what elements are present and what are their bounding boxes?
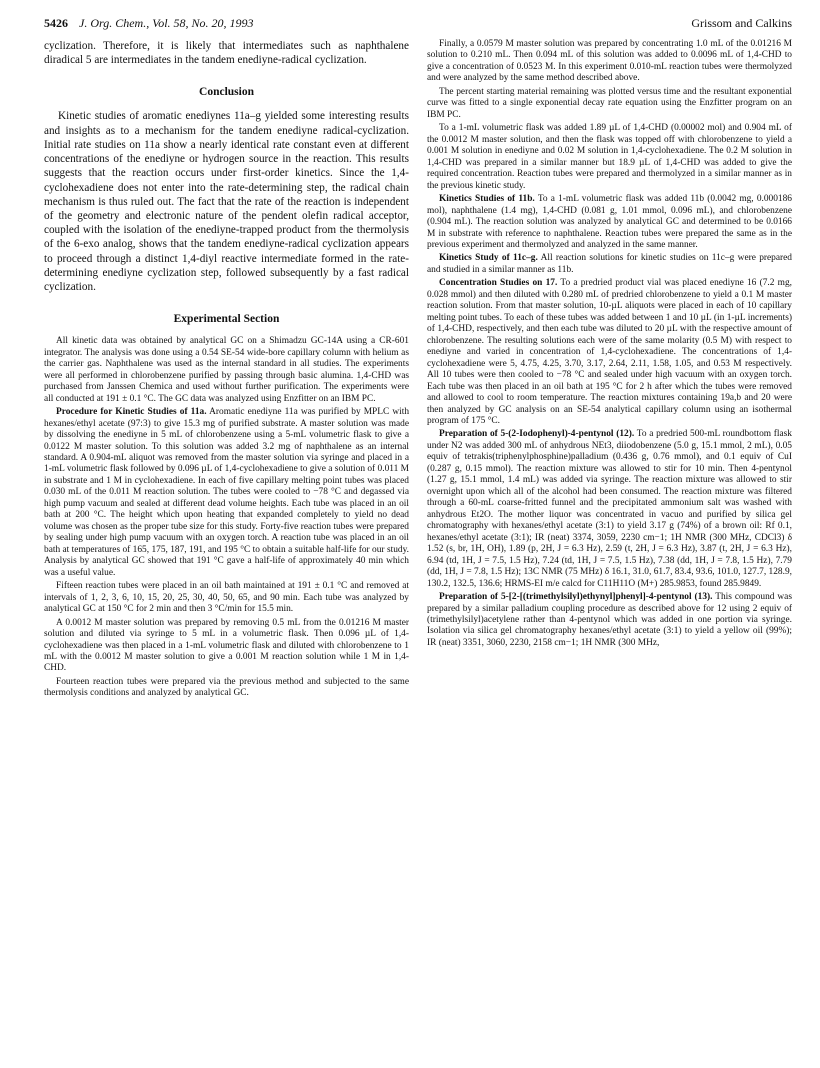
concentration-17-paragraph xyxy=(427,278,792,427)
header-left xyxy=(44,16,254,31)
procedure-11a-heading: Procedure for Kinetic Studies of 11a. xyxy=(56,407,207,418)
kinetics-11c-paragraph xyxy=(427,253,792,276)
conclusion-paragraph: Kinetic studies of aromatic enediynes 11a–g yielded some interesting results and insights as to a mechanism for the tandem enediyne radical-cyclization. Initial rate studies on 11a show a nearly identical rate constant even at different concentrations of the enediyne or hydrogen source in the reaction. This results suggests that the reaction occurs under first-order kinetics. Since the 1,4-cyclohexadiene does not enter into the rate-determining step, the radical chain mechanism is thus ruled out. The fact that the rate of the reaction is independent of the geometry and electronic nature of the pendent olefin radical acceptor, coupled with the isolation of the enediyne-trapped product from the thermolysis of the 6-exo analog, shows that the tandem enediyne-radical cyclization appears to proceed through a distinct 1,4-diyl reactive intermediate formed in the rate-determining enediyne cyclization step, followed subsequently by a fast radical cyclization. xyxy=(44,110,409,294)
right-column xyxy=(427,39,792,702)
preparation-13-paragraph xyxy=(427,592,792,649)
fifteen-tubes-paragraph: Fifteen reaction tubes were placed in an oil bath maintained at 191 ± 0.1 °C and removed at intervals of 1, 2, 3, 6, 10, 15, 20, 25, 30, 40, 50, 65, and 90 min. Each tube was analyzed by analytical GC at 150 °C for 2 min and then 3 °C/min for 15.5 min. xyxy=(44,581,409,615)
kinetics-11b-paragraph xyxy=(427,194,792,251)
intro-paragraph: cyclization. Therefore, it is likely that intermediates such as naphthalene diradical 5 are intermediates in the tandem enediyne-radical cyclization. xyxy=(44,40,409,67)
kinetics-11b-text: To a 1-mL volumetric flask was added 11b (0.0042 mg, 0.000186 mol), naphthalene (1.4 mg), 1,4-CHD (0.081 g, 1.01 mmol, 0.096 mL), and chlorobenzene (0.904 mL). The reaction solution was analyzed by analytical GC and determined to be 0.0166 M in substrate with reference to naphthalene. Reaction tubes were prepared the same as in the previous experiment and thermolyzed and analyzed in the same manner. xyxy=(427,194,792,250)
experimental-heading: Experimental Section xyxy=(173,313,280,326)
volumetric-flask-paragraph: To a 1-mL volumetric flask was added 1.89 µL of 1,4-CHD (0.00002 mol) and 0.904 mL of the 0.0012 M master solution, and then the flask was topped off with chlorobenzene to yield a 0.001 M solution in enediyne and 0.02 M solution in 1,4-cyclohexadiene. The 0.2 M solution in 1,4-CHD was prepared in a similar manner but 18.9 µL of 1,4-CHD was added to give the required concentration. Reaction tubes were prepared and thermolyzed in a similar manner as in the previous kinetic study. xyxy=(427,123,792,191)
running-header xyxy=(44,16,792,31)
procedure-11a-paragraph xyxy=(44,407,409,579)
procedure-11a-text: Aromatic enediyne 11a was purified by MPLC with hexanes/ethyl acetate (97:3) to give 15.3 mg of purified substrate. A master solution was made by dissolving the enediyne in 5 mL of chlorobenzene using a 5-mL volumetric flask to give a 0.0122 M master solution. To this solution was added 3.2 mg of naphthalene as an internal standard. A 0.904-mL aliquot was removed from the master solution via syringe and placed in a 1-mL volumetric flask followed by 0.096 µL of 1,4-cyclohexadiene to give a solution of 0.011 M in substrate and 1 M in cyclohexadiene. In each of five capillary melting point tubes was placed 0.030 mL of the 0.011 M reaction solution. The tubes were cooled to −78 °C and degassed via high pump vacuum and sealed at different dead volume heights. Each tube was placed in an oil bath at 200 °C. The height which upon heating that expanded completely to yield no dead volume was chosen as the proper tube size for this study. Forty-five reaction tubes were prepared by sealing under high pump vacuum with an oxygen torch. A reaction tube was placed in an oil bath at temperatures of 165, 175, 187, 191, and 195 °C to obtain a suitable half-life for our study. Analysis by analytical GC showed that 191 °C gave a half-life of approximately 40 min which was a useful value. xyxy=(44,407,410,578)
preparation-12-text: To a predried 500-mL roundbottom flask under N2 was added 300 mL of anhydrous NEt3, diiodobenzene (5.0 g, 15.1 mmol, 2 mL), 0.05 equiv of tetrakis(triphenylphosphine)palladium (0.436 g, 0.76 mmol), and 0.1 equiv of CuI (0.287 g, 0.15 mmol). The reaction mixture was allowed to stir for 10 min. Then 4-pentynol (1.27 g, 15.1 mmol, 1.4 mL) was added via syringe. The reaction mixture was allowed to stir overnight upon which all of the alcohol had been consumed. The reaction mixture was filtered through a 60-mL coarse-fritted funnel and the precipitated ammonium salt was washed with anhydrous Et2O. The mother liquor was concentrated in vacuo and purified by silica gel chromatography with hexanes/ethyl acetate (3:1) to yield 3.17 g (74%) of a brown oil: Rf 0.1, hexanes/ethyl acetate (3:1); IR (neat) 3374, 3059, 2230 cm−1; 1H NMR (300 MHz, CDCl3) δ 1.52 (s, br, 1H, OH), 1.89 (p, 2H, J = 6.3 Hz), 2.59 (t, 2H, J = 6.3 Hz), 3.87 (t, 2H, J = 6.3 Hz), 6.94 (td, 1H, J = 7.5, 1.5 Hz), 7.24 (td, 1H, J = 7.5, 1.5 Hz), 7.38 (dd, 1H, J = 7.8, 1.5 Hz), 7.79 (dd, 1H, J = 7.8, 1.5 Hz); 13C NMR (75 MHz) δ 16.1, 31.0, 61.7, 83.4, 93.6, 101.0, 127.7, 128.9, 130.2, 132.5, 136.6; HRMS-EI m/e calcd for C11H11O (M+) 285.9853, found 285.9849. xyxy=(427,429,792,589)
concentration-17-heading: Concentration Studies on 17. xyxy=(439,278,558,289)
kinetics-11c-text: All reaction solutions for kinetic studies on 11c–g were prepared and studied in a similar manner as 11b. xyxy=(427,253,792,275)
conclusion-heading: Conclusion xyxy=(199,86,254,99)
left-column xyxy=(44,39,409,702)
journal-citation: J. Org. Chem., Vol. 58, No. 20, 1993 xyxy=(79,16,254,30)
finally-paragraph: Finally, a 0.0579 M master solution was prepared by concentrating 1.0 mL of the 0.01216 M solution to 0.210 mL. Then 0.094 mL of this solution was added to 0.0096 mL of 1,4-CHD to give a concentration of 0.0523 M. In this experiment 0.010-mL reaction tubes were thermolyzed and were analyzed by the same method described above. xyxy=(427,39,792,84)
fourteen-tubes-paragraph: Fourteen reaction tubes were prepared via the previous method and subjected to the same thermolysis conditions and analyzed by analytical GC. xyxy=(44,676,409,699)
preparation-12-heading: Preparation of 5-(2-Iodophenyl)-4-pentynol (12). xyxy=(439,429,635,440)
kinetics-11b-heading: Kinetics Studies of 11b. xyxy=(439,194,535,205)
preparation-13-text: This compound was prepared by a similar palladium coupling procedure as described above for 12 using 2 equiv of (trimethylsilyl)acetylene rather than 4-pentynol which was added in one portion via syringe. Isolation via silica gel chromatography hexanes/ethyl acetate (3:1) to yield a yellow oil (99%); IR (neat) 3351, 3060, 2230, 2158 cm−1; 1H NMR (300 MHz, xyxy=(427,592,792,648)
dilute-master-paragraph: A 0.0012 M master solution was prepared by removing 0.5 mL from the 0.01216 M master solution and diluted via syringe to 5 mL in a volumetric flask. Then 0.096 µL of 1,4-cyclohexadiene was then placed in a 1-mL volumetric flask and diluted with chlorobenzene to 1 mL with the 0.0012 M master solution to give a 0.001 M reaction solution while 1 M in 1,4-CHD. xyxy=(44,617,409,674)
two-column-body xyxy=(44,39,792,702)
header-authors: Grissom and Calkins xyxy=(691,16,792,30)
page-number: 5426 xyxy=(44,16,68,30)
percent-material-paragraph: The percent starting material remaining was plotted versus time and the resultant exponential curve was fitted to a single exponential decay rate equation using the Enzfitter program on an IBM PC. xyxy=(427,86,792,120)
concentration-17-text: To a predried product vial was placed enediyne 16 (7.2 mg, 0.028 mmol) and then diluted with 0.280 mL of predried chlorobenzene to yield a 0.1 M master reaction solution. From that master solution, 10-µL aliquots were placed in each of 10 capillary melting point tubes. To each of these tubes was added between 1 and 10 µL (in 1-µL increments) of 1,4-CHD, respectively, and then each tube was diluted to 20 µL with the respective amount of chlorobenzene. The resulting solutions each were of the same molarity (0.5 M) with respect to enediyne and varied in concentration of 1,4-cyclohexadiene. The concentrations of 1,4-cyclohexadiene were 5, 4.75, 4.25, 3.70, 3.17, 2.64, 2.11, 1.58, 1.05, and 0.53 M respectively. All 10 tubes were then cooled to −78 °C and sealed under high vacuum with an oxygen torch. Each tube was then placed in an oil bath at 195 °C for 2 h after which the tubes were removed and allowed to cool to room temperature. The reaction mixtures containing 19a,b and 20 were then analyzed by GC analysis on an SE-54 analytical capillary column using an isothermal program of 175 °C. xyxy=(427,278,792,426)
kinetics-11c-heading: Kinetics Study of 11c–g. xyxy=(439,253,538,264)
preparation-12-paragraph xyxy=(427,429,792,590)
preparation-13-heading: Preparation of 5-[2-[(trimethylsilyl)ethynyl]phenyl]-4-pentynol (13). xyxy=(439,592,713,603)
experimental-general-paragraph: All kinetic data was obtained by analytical GC on a Shimadzu GC-14A using a CR-601 integrator. The analysis was done using a 0.54 SE-54 wide-bore capillary column with helium as the carrier gas. Naphthalene was used as the internal standard in all studies. The experiments were all performed in chlorobenzene purified by passing through basic alumina. 1,4-CHD was purchased from Janssen Chemica and used without further purification. The experiments were all conducted at 191 ± 0.1 °C. The GC data was analyzed using Enzfitter on an IBM PC. xyxy=(44,336,409,404)
